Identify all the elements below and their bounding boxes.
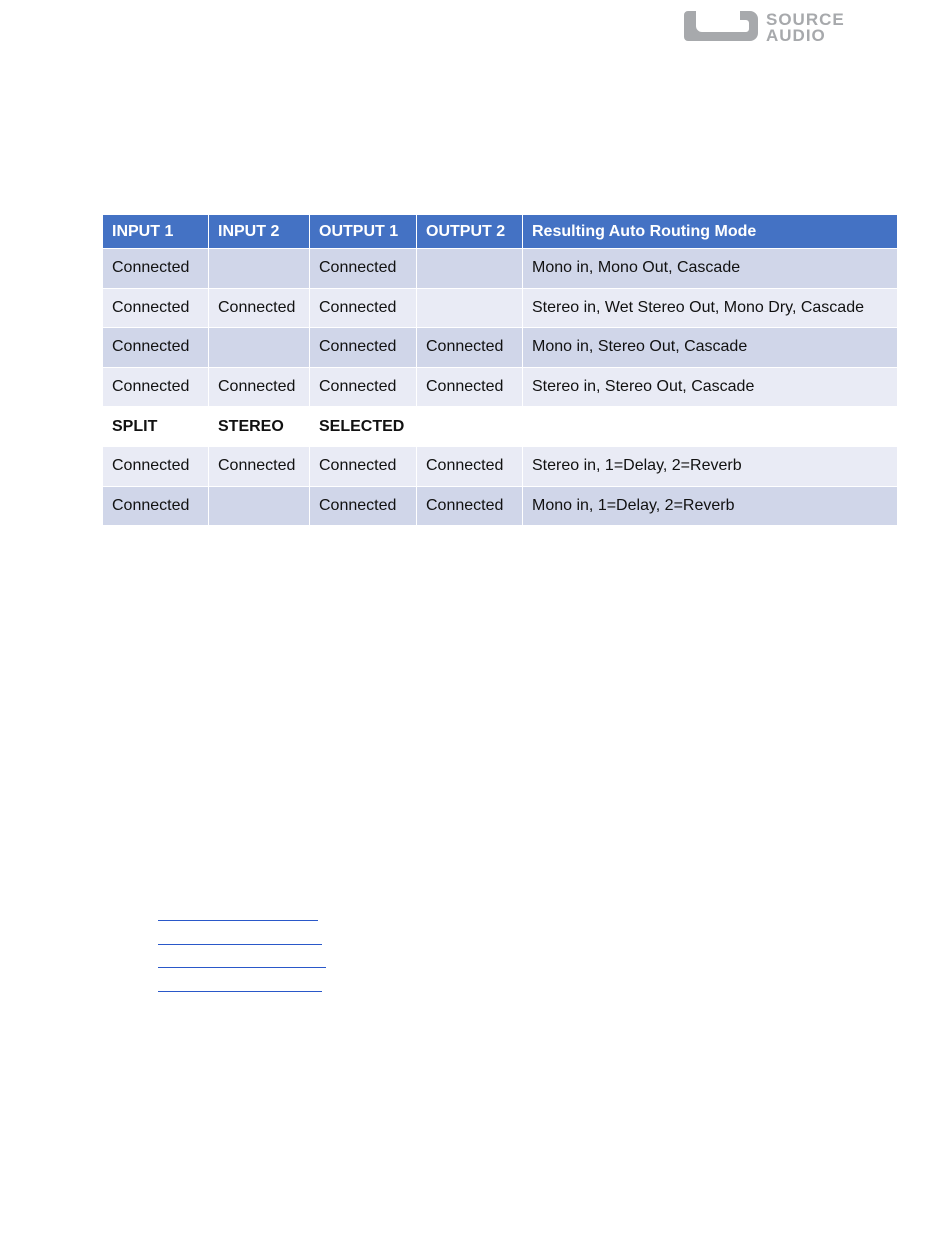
cell-input-1: Connected [103, 367, 209, 407]
cell-routing-mode: Stereo in, 1=Delay, 2=Reverb [523, 446, 898, 486]
cell-routing-mode: Mono in, Mono Out, Cascade [523, 249, 898, 289]
table-row [103, 367, 898, 407]
cell-output-1: Connected [310, 288, 417, 328]
cell-input-1: Connected [103, 446, 209, 486]
link-list [158, 920, 326, 1014]
header-input-2: INPUT 2 [209, 215, 310, 249]
table-row [103, 249, 898, 289]
table-row [103, 328, 898, 368]
cell-routing-mode: Mono in, Stereo Out, Cascade [523, 328, 898, 368]
logo-mark-icon [684, 11, 758, 41]
cell-output-1: Connected [310, 249, 417, 289]
cell-output-2 [417, 249, 523, 289]
table-row [103, 446, 898, 486]
source-audio-logo [684, 8, 880, 44]
cell-output-2 [417, 288, 523, 328]
header-output-1: OUTPUT 1 [310, 215, 417, 249]
cell-input-1: Connected [103, 249, 209, 289]
table-header-row [103, 215, 898, 249]
cell-output-2 [417, 407, 523, 447]
link-underline-4[interactable] [158, 991, 322, 992]
table-row [103, 486, 898, 526]
cell-input-1: Connected [103, 288, 209, 328]
cell-stereo-label: STEREO [209, 407, 310, 447]
cell-input-2 [209, 328, 310, 368]
cell-split-label: SPLIT [103, 407, 209, 447]
cell-input-2 [209, 249, 310, 289]
link-underline-3[interactable] [158, 967, 326, 968]
cell-routing-mode [523, 407, 898, 447]
cell-output-1: Connected [310, 446, 417, 486]
header-routing-mode: Resulting Auto Routing Mode [523, 215, 898, 249]
cell-selected-label: SELECTED [310, 407, 417, 447]
cell-output-1: Connected [310, 367, 417, 407]
cell-input-2 [209, 486, 310, 526]
link-underline-2[interactable] [158, 944, 322, 945]
cell-routing-mode: Mono in, 1=Delay, 2=Reverb [523, 486, 898, 526]
header-input-1: INPUT 1 [103, 215, 209, 249]
link-underline-1[interactable] [158, 920, 318, 921]
cell-output-1: Connected [310, 328, 417, 368]
cell-input-1: Connected [103, 328, 209, 368]
auto-routing-table [102, 214, 898, 526]
table-row [103, 288, 898, 328]
cell-output-2: Connected [417, 367, 523, 407]
cell-input-2: Connected [209, 367, 310, 407]
cell-input-2: Connected [209, 446, 310, 486]
table-split-row [103, 407, 898, 447]
logo-word-audio: AUDIO [766, 26, 826, 44]
cell-output-1: Connected [310, 486, 417, 526]
cell-routing-mode: Stereo in, Wet Stereo Out, Mono Dry, Cascade [523, 288, 898, 328]
header-output-2: OUTPUT 2 [417, 215, 523, 249]
cell-output-2: Connected [417, 446, 523, 486]
logo-word-source: SOURCE [766, 10, 845, 29]
cell-output-2: Connected [417, 328, 523, 368]
cell-output-2: Connected [417, 486, 523, 526]
cell-routing-mode: Stereo in, Stereo Out, Cascade [523, 367, 898, 407]
cell-input-2: Connected [209, 288, 310, 328]
cell-input-1: Connected [103, 486, 209, 526]
